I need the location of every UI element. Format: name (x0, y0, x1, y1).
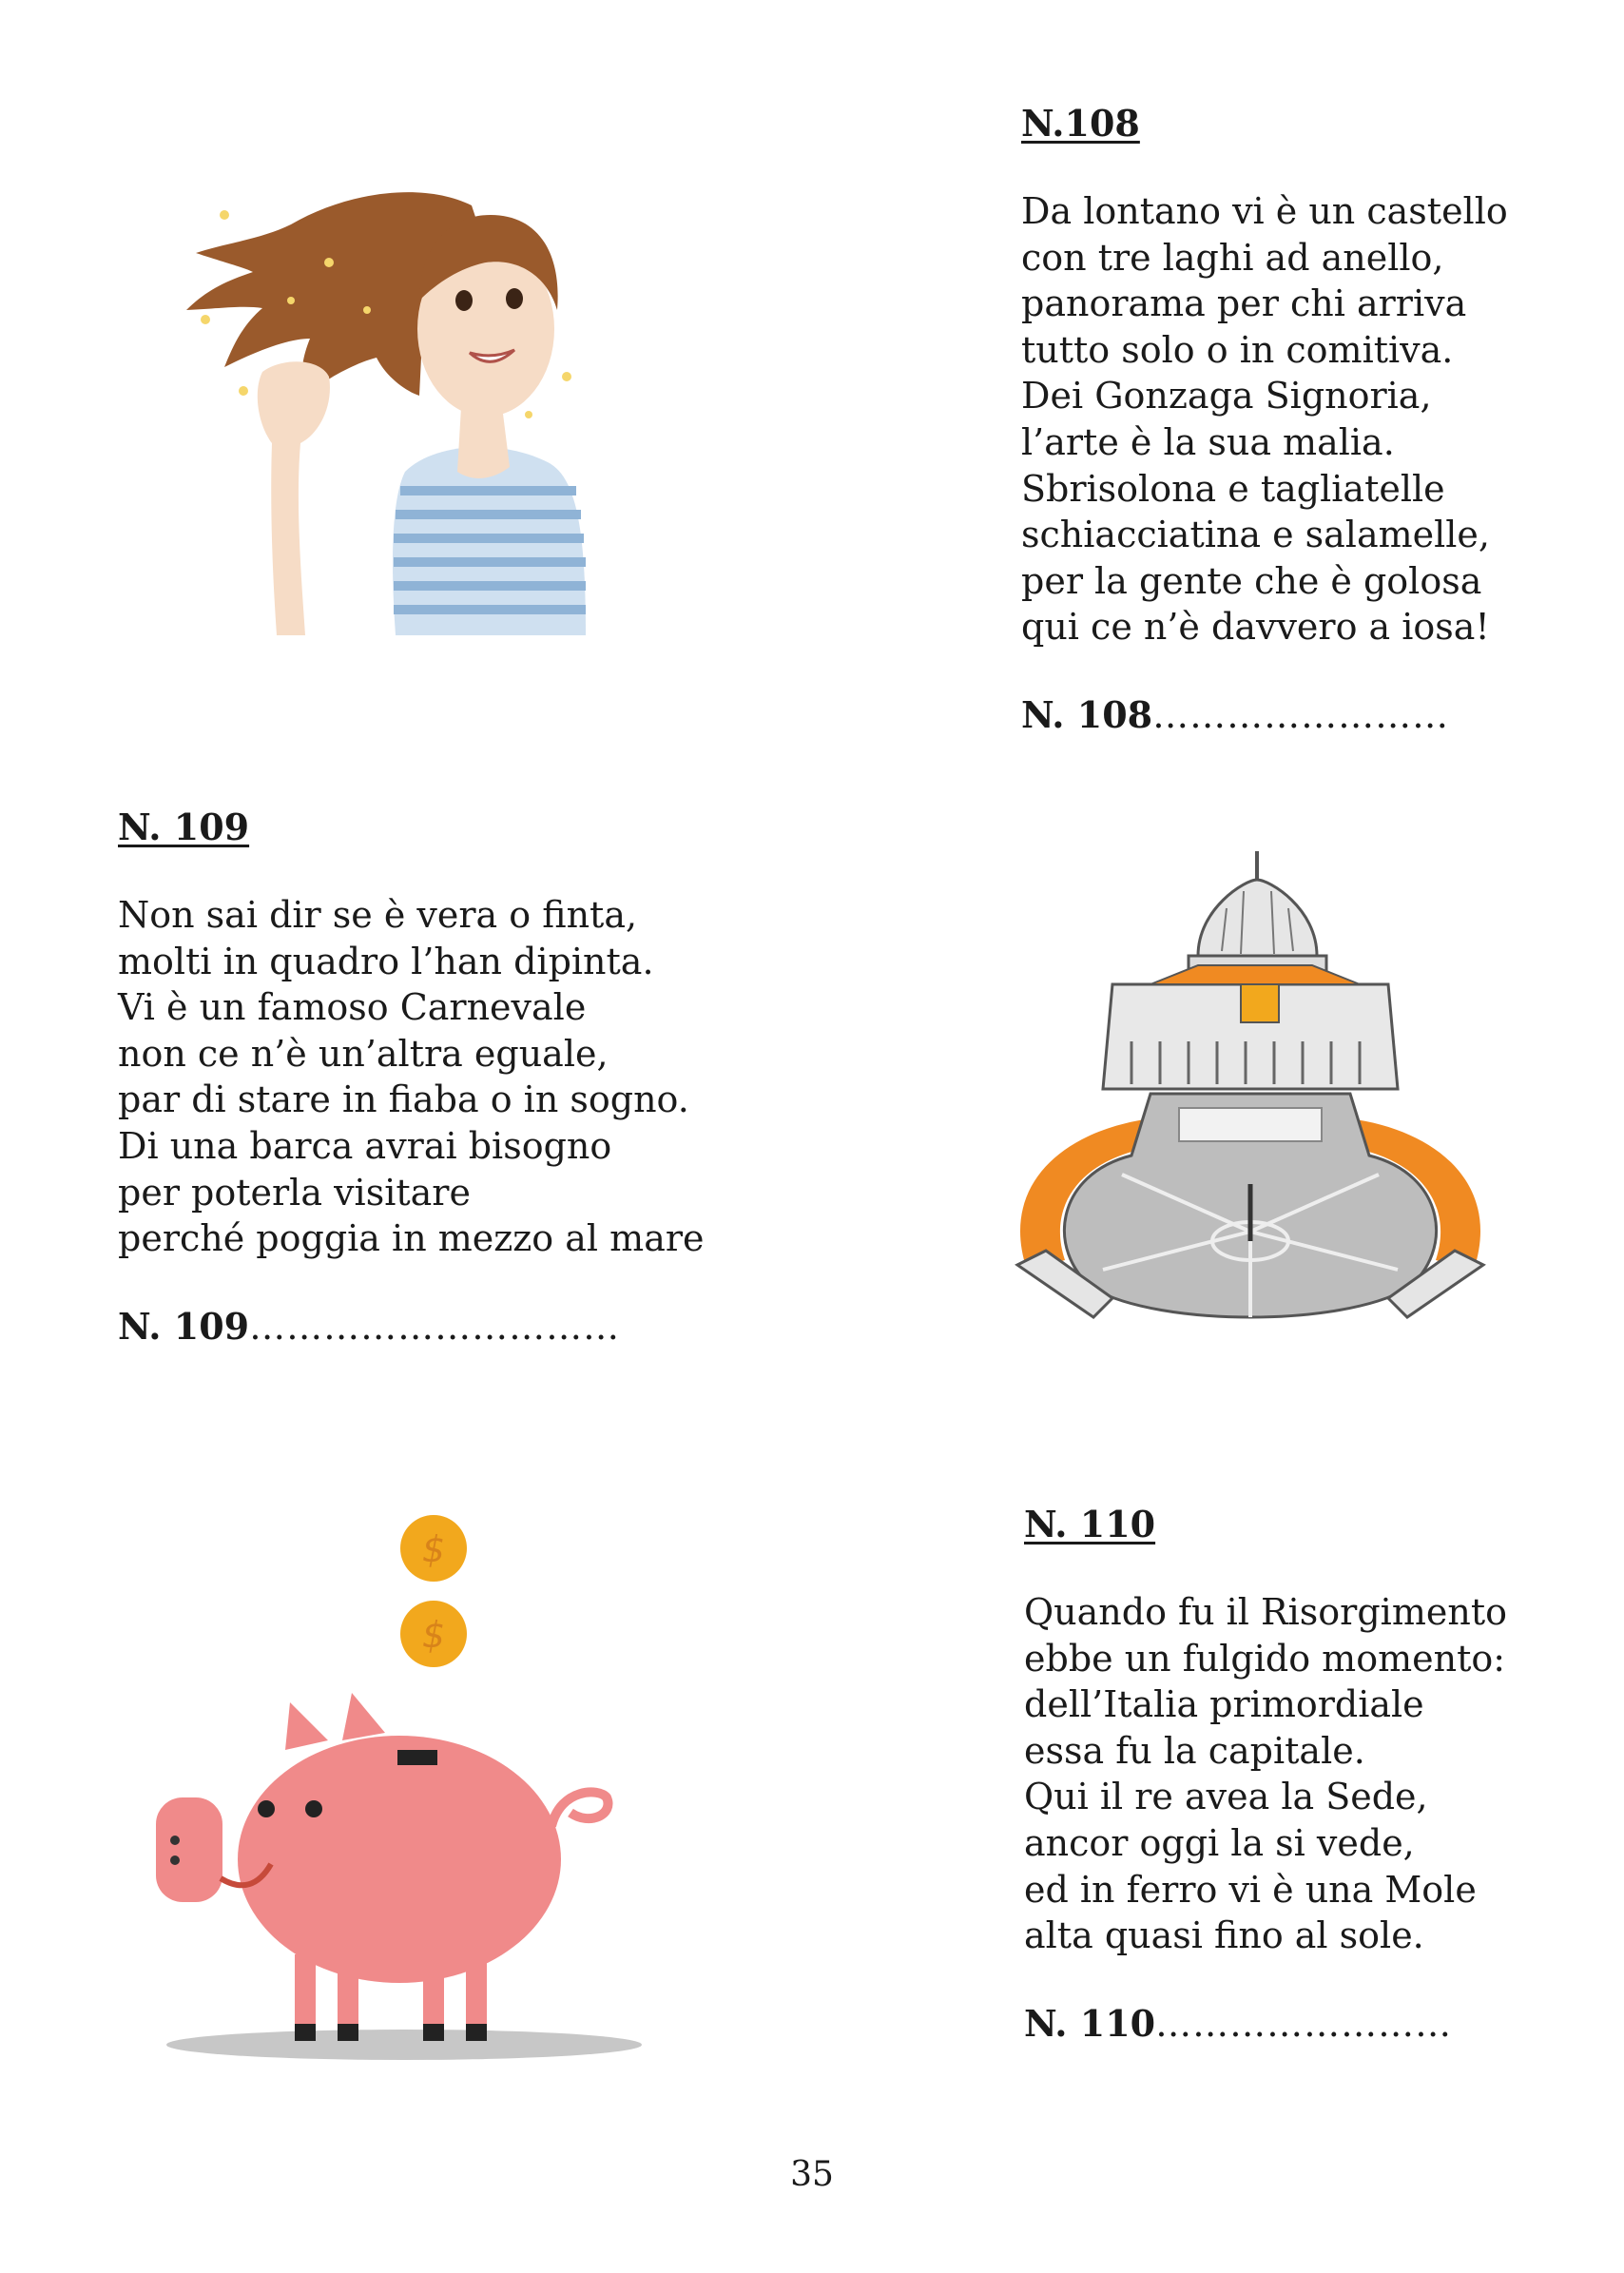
verse-line: qui ce n’è davvero a iosa! (1021, 606, 1490, 649)
verse-line: alta quasi fino al sole. (1024, 1914, 1424, 1957)
verse-line: Sbrisolona e tagliatelle (1021, 467, 1445, 510)
answer-label: N. 110 (1024, 2001, 1156, 2045)
pig-snout (156, 1797, 222, 1902)
verse-line: par di stare in fiaba o in sogno. (118, 1078, 689, 1121)
verse-line: Quando fu il Risorgimento (1024, 1591, 1507, 1633)
left-eye (455, 290, 473, 311)
verse-line: ebbe un fulgido momento: (1024, 1637, 1506, 1680)
riddle-heading: N. 109 (118, 806, 250, 848)
verse-line: dell’Italia primordiale (1024, 1683, 1424, 1726)
verse-line: schiacciatina e salamelle, (1021, 514, 1490, 556)
verse-line: con tre laghi ad anello, (1021, 236, 1444, 279)
riddle-heading: N.108 (1021, 102, 1140, 145)
woman-illustration (186, 186, 595, 635)
answer-blank[interactable]: …………………… (1155, 2002, 1453, 2045)
page-number: 35 (790, 2155, 834, 2194)
verse-line: panorama per chi arriva (1021, 282, 1467, 325)
answer-field[interactable] (118, 1304, 705, 1350)
coin-icon (400, 1515, 467, 1582)
answer-field[interactable] (1024, 2001, 1507, 2047)
verse-line: l’arte è la sua malia. (1021, 420, 1395, 463)
hand-shape (258, 361, 330, 635)
verse-line: per poterla visitare (118, 1171, 471, 1214)
riddle-109 (118, 805, 705, 1350)
verse-line: Qui il re avea la Sede, (1024, 1776, 1428, 1818)
svg-text:$: $ (421, 1528, 446, 1570)
riddle-verse (1024, 1589, 1507, 1959)
coin-slot (397, 1750, 437, 1765)
coin-icon (400, 1601, 467, 1667)
verse-line: ed in ferro vi è una Mole (1024, 1868, 1477, 1911)
riddle-verse (118, 892, 705, 1262)
pig-body (238, 1736, 561, 1983)
answer-blank[interactable]: …………………… (1152, 693, 1450, 736)
riddle-heading: N. 110 (1024, 1503, 1156, 1545)
verse-line: perché poggia in mezzo al mare (118, 1217, 705, 1260)
verse-line: Vi è un famoso Carnevale (118, 986, 587, 1029)
answer-label: N. 108 (1021, 692, 1153, 736)
verse-line: Dei Gonzaga Signoria, (1021, 375, 1432, 418)
verse-line: essa fu la capitale. (1024, 1729, 1365, 1772)
riddle-108 (1021, 101, 1508, 738)
answer-field[interactable] (1021, 692, 1508, 738)
verse-line: ancor oggi la si vede, (1024, 1821, 1415, 1864)
verse-line: non ce n’è un’altra eguale, (118, 1032, 609, 1075)
verse-line: per la gente che è golosa (1021, 559, 1482, 602)
riddle-verse (1021, 188, 1508, 651)
basilica-illustration (1008, 842, 1493, 1336)
dome-shape (1198, 880, 1317, 956)
verse-line: Di una barca avrai bisogno (118, 1124, 612, 1167)
right-eye (506, 288, 523, 309)
piggy-bank-illustration (152, 1512, 647, 2064)
riddle-110 (1024, 1502, 1507, 2047)
answer-blank[interactable]: ………………………… (249, 1305, 621, 1348)
pig-tail (551, 1792, 608, 1826)
verse-line: Non sai dir se è vera o finta, (118, 894, 638, 936)
verse-line: Da lontano vi è un castello (1021, 190, 1508, 232)
verse-line: tutto solo o in comitiva. (1021, 328, 1454, 371)
shadow-shape (166, 2030, 642, 2060)
answer-label: N. 109 (118, 1304, 250, 1348)
svg-text:$: $ (421, 1614, 446, 1656)
verse-line: molti in quadro l’han dipinta. (118, 940, 654, 982)
